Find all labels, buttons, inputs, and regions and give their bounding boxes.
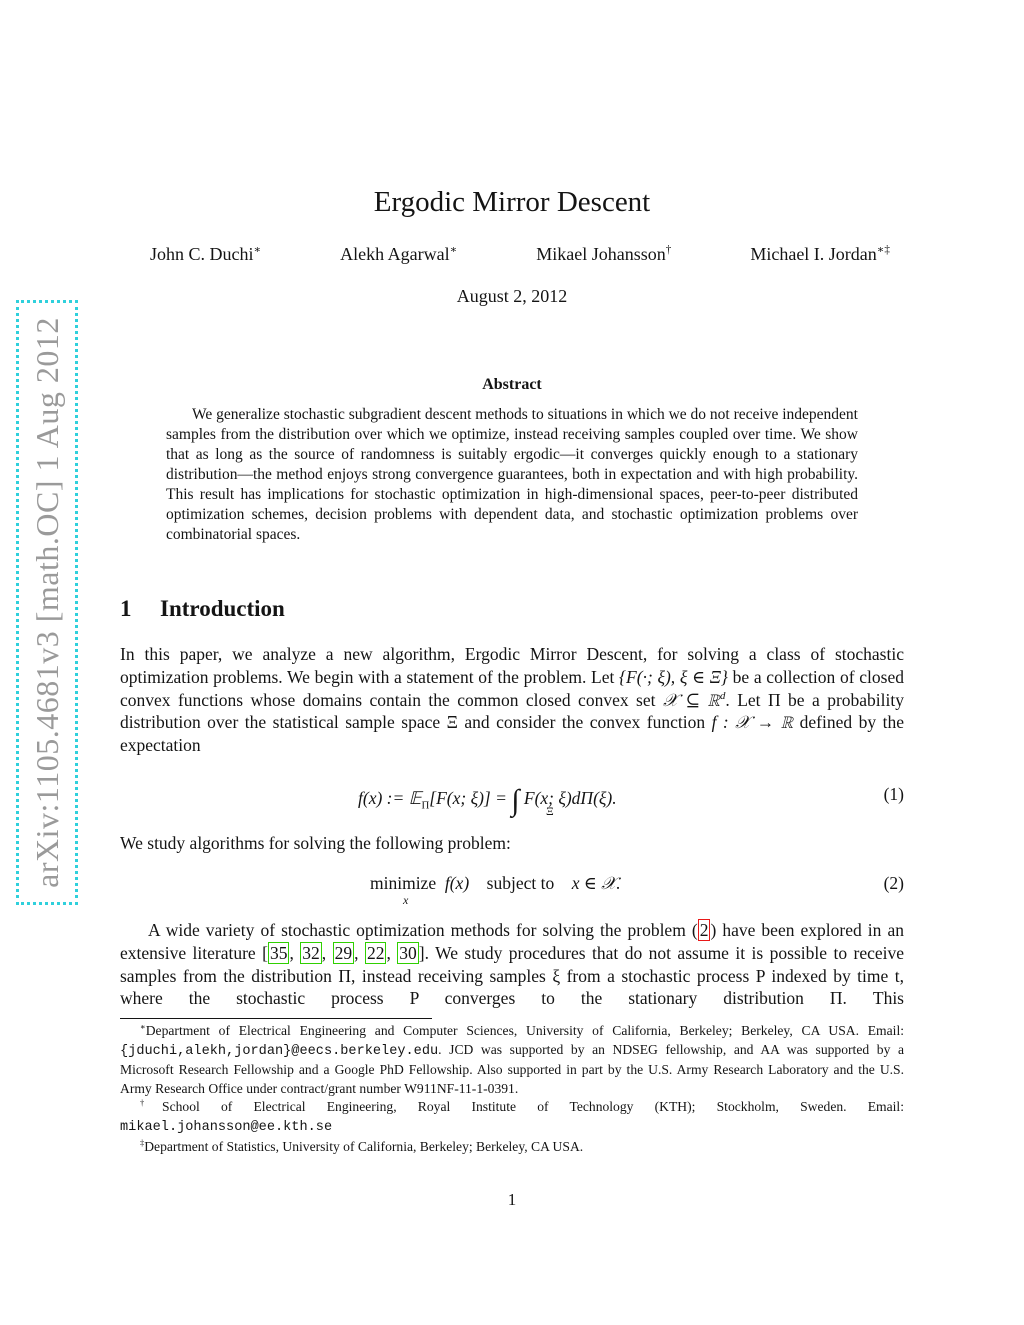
section-heading [120, 596, 285, 622]
footnote-rule [120, 1018, 432, 1019]
intro-paragraph-1: In this paper, we analyze a new algorithm, Ergodic Mirror Descent, for solving a class of stochastic optimization problems. We begin with a statement of the problem. Let {F(·; ξ), ξ ∈ Ξ} be a collection of closed convex functions whose domains contain the common closed convex set 𝒳 ⊆ ℝ$^d$. Let Π be a probability distribution over the statistical sample space Ξ and consider the convex function f : 𝒳 → ℝ defined by the expectation [120, 644, 905, 756]
arxiv-identifier-stamp[interactable] [16, 300, 78, 905]
paper-title: Ergodic Mirror Descent [373, 186, 651, 218]
citation-link[interactable]: 22 [366, 942, 385, 963]
equation-2 [120, 873, 904, 907]
subject-to: subject to [486, 873, 555, 893]
minimize-operator: minimize [370, 873, 437, 893]
arxiv-identifier-text[interactable]: arXiv:1105.4681v3 [math.OC] 1 Aug 2012 [16, 300, 78, 905]
equation-1 [120, 778, 904, 818]
email-link[interactable]: mikael.johansson@ee.kth.se [120, 1119, 333, 1135]
footnote-3: ‡Department of Statistics, University of California, Berkeley; Berkeley, CA USA. [140, 1137, 584, 1154]
footnotes [120, 1022, 904, 1156]
author-list [150, 244, 890, 265]
equation-reference-link[interactable]: 2 [699, 920, 709, 940]
constraint: x ∈ 𝒳. [571, 873, 621, 893]
equation-1-content: f(x) := 𝔼$_\Pi$[F(x; ξ)] = ∫ F(x; ξ)dΠ(ξ). [358, 784, 617, 817]
integral-sign: ∫ [511, 784, 520, 817]
citation-link[interactable]: 35 [269, 942, 288, 963]
minimize-variable: x [403, 893, 409, 907]
citation-link[interactable]: 29 [334, 942, 353, 963]
footnote-2: †School of Electrical Engineering, Royal Institute of Technology (KTH); Stockholm, Sweden. Email: mikael.johansson@ee.kth.se [120, 1097, 904, 1135]
page-number: 1 [507, 1190, 517, 1209]
footnote-1: ∗Department of Electrical Engineering and Computer Sciences, University of California, Berkeley; Berkeley, CA USA. Email: {jduchi,alekh,jordan}@eecs.berkeley.edu. JCD was supported by an NDSEG fellowship, and AA was supported by a Microsoft Research Fellowship and a Google PhD Fellowship. Also supported in part by the U.S. Army Research Laboratory and the U.S. Army Research Office under contract/grant number W911NF-11-1-0391. [120, 1021, 904, 1096]
citation-link[interactable]: 32 [302, 942, 320, 963]
author: Mikael Johansson† [536, 244, 672, 264]
integral-domain: Ξ [546, 804, 554, 818]
paper-date: August 2, 2012 [456, 286, 568, 306]
section-title: Introduction [160, 596, 285, 621]
section-number: 1 [120, 596, 132, 621]
intro-paragraph-2: We study algorithms for solving the following problem: [120, 833, 511, 853]
email-link[interactable]: {jduchi,alekh,jordan}@eecs.berkeley.edu [120, 1043, 439, 1059]
author: Michael I. Jordan∗‡ [750, 244, 890, 264]
author: John C. Duchi∗ [150, 244, 262, 264]
intro-paragraph-3: A wide variety of stochastic optimization methods for solving the problem ( 2 ) have been explored in an extensive literature [ 35 , 32 , 29 , 22 , 30 ]. We study procedures that do not assume it is possible to receive samples from the distribution Π, instead receiving samples ξ from a stochastic process P indexed by time t, where the stochastic process P converges to the stationary distribution Π. This [120, 920, 905, 1009]
citation-link[interactable]: 30 [399, 942, 417, 963]
equation-2-number: (2) [883, 873, 904, 893]
abstract-body [166, 405, 858, 545]
abstract-text: We generalize stochastic subgradient descent methods to situations in which we do not receive independent samples from the distribution over which we optimize, instead receiving samples coupled over time. We show that as long as the source of randomness is suitably ergodic—it converges quickly enough to a stationary distribution—the method enjoys strong convergence guarantees, both in expectation and with high probability. This result has implications for stochastic optimization in high-dimensional spaces, peer-to-peer distributed optimization schemes, decision problems with dependent data, and stochastic optimization problems over combinatorial spaces. [166, 406, 858, 543]
objective: f(x) [444, 873, 470, 893]
author: Alekh Agarwal∗ [340, 244, 458, 264]
equation-1-number: (1) [883, 784, 904, 804]
abstract-heading: Abstract [482, 376, 542, 393]
